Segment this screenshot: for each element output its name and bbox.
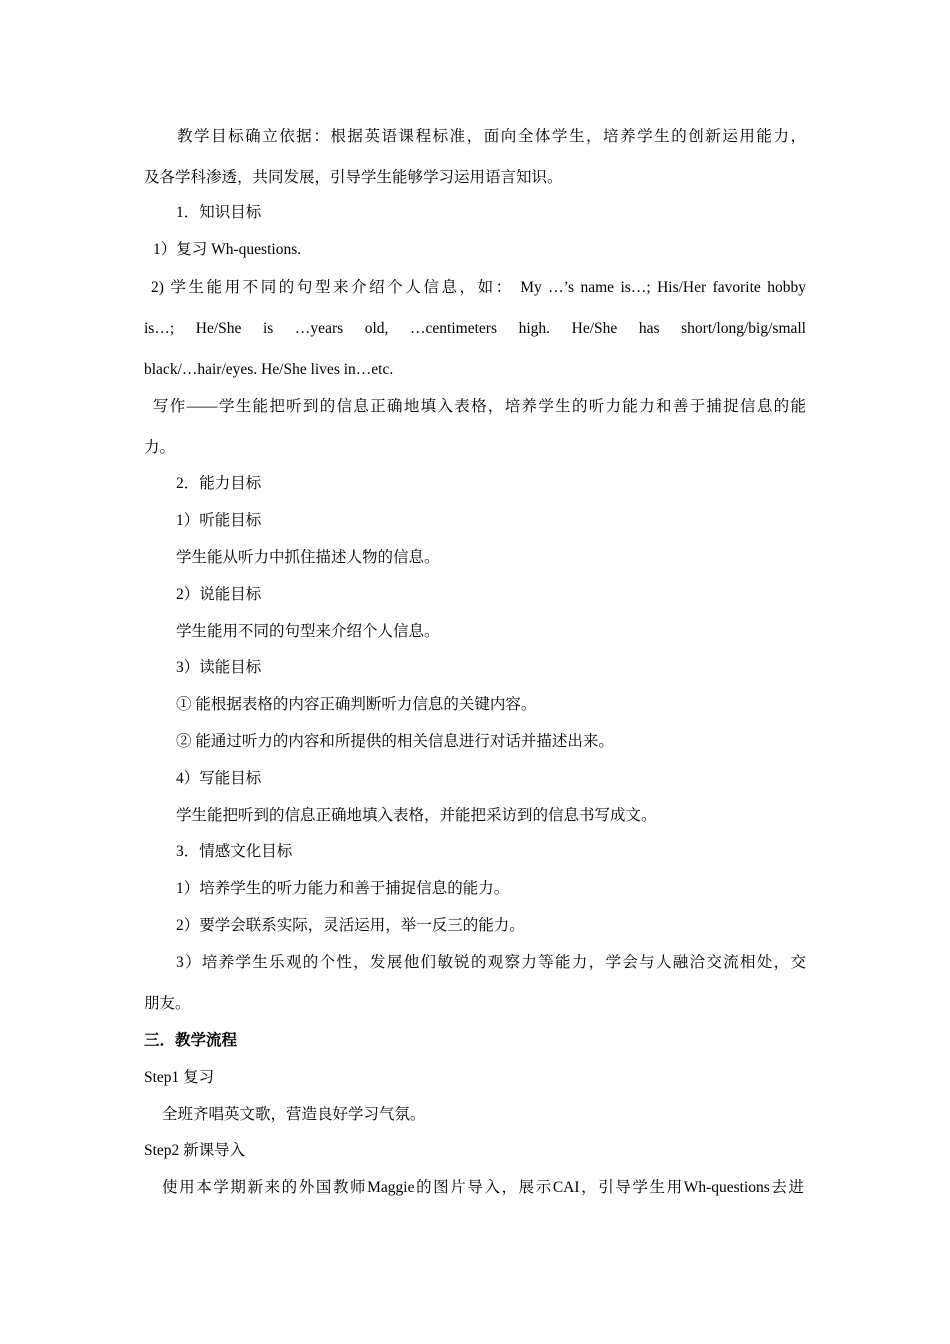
emotion-item-3-line-1: 3）培养学生乐观的个性，发展他们敏锐的观察力等能力，学会与人融洽交流相处，交 [176,954,806,971]
step2-text: 使用本学期新来的外国教师Maggie的图片导入，展示CAI，引导学生用Wh-questions去进 [162,1179,804,1196]
knowledge-item-2-line-1: 2) 学生能用不同的句型来介绍个人信息，如： My …’s name is…; His/Her favorite hobby [151,279,806,296]
read-item-2: ② 能通过听力的内容和所提供的相关信息进行对话并描述出来。 [176,733,614,750]
ability-heading: 2．能力目标 [176,475,262,492]
basis-line-2: 及各学科渗透，共同发展，引导学生能够学习运用语言知识。 [144,169,563,186]
speak-text: 学生能用不同的句型来介绍个人信息。 [176,623,440,640]
listen-text: 学生能从听力中抓住描述人物的信息。 [176,549,440,566]
knowledge-heading: 1．知识目标 [176,204,262,221]
emotion-item-2: 2）要学会联系实际，灵活运用，举一反三的能力。 [176,917,525,934]
read-item-1: ① 能根据表格的内容正确判断听力信息的关键内容。 [176,696,537,713]
emotion-item-3-line-2: 朋友。 [144,995,191,1012]
basis-line-1: 教学目标确立依据：根据英语课程标准，面向全体学生，培养学生的创新运用能力， [177,128,806,145]
step1-text: 全班齐唱英文歌，营造良好学习气氛。 [162,1106,426,1123]
emotion-heading: 3．情感文化目标 [176,843,293,860]
read-heading: 3）读能目标 [176,659,262,676]
speak-heading: 2）说能目标 [176,586,262,603]
process-heading: 三．教学流程 [144,1032,238,1049]
knowledge-item-2-line-3: black/…hair/eyes. He/She lives in…etc. [144,361,394,378]
writing-line-2: 力。 [144,439,176,456]
emotion-item-1: 1）培养学生的听力能力和善于捕捉信息的能力。 [176,880,510,897]
write-text: 学生能把听到的信息正确地填入表格，并能把采访到的信息书写成文。 [176,807,657,824]
listen-heading: 1）听能目标 [176,512,262,529]
writing-line-1: 写作——学生能把听到的信息正确地填入表格，培养学生的听力能力和善于捕捉信息的能 [153,398,806,415]
step2-title: Step2 新课导入 [144,1142,246,1159]
write-heading: 4）写能目标 [176,770,262,787]
knowledge-item-2-line-2: is…; He/She is …years old, …centimeters high. He/She has short/long/big/small [144,320,806,337]
step1-title: Step1 复习 [144,1069,215,1086]
knowledge-item-1: 1）复习 Wh-questions. [153,241,302,258]
